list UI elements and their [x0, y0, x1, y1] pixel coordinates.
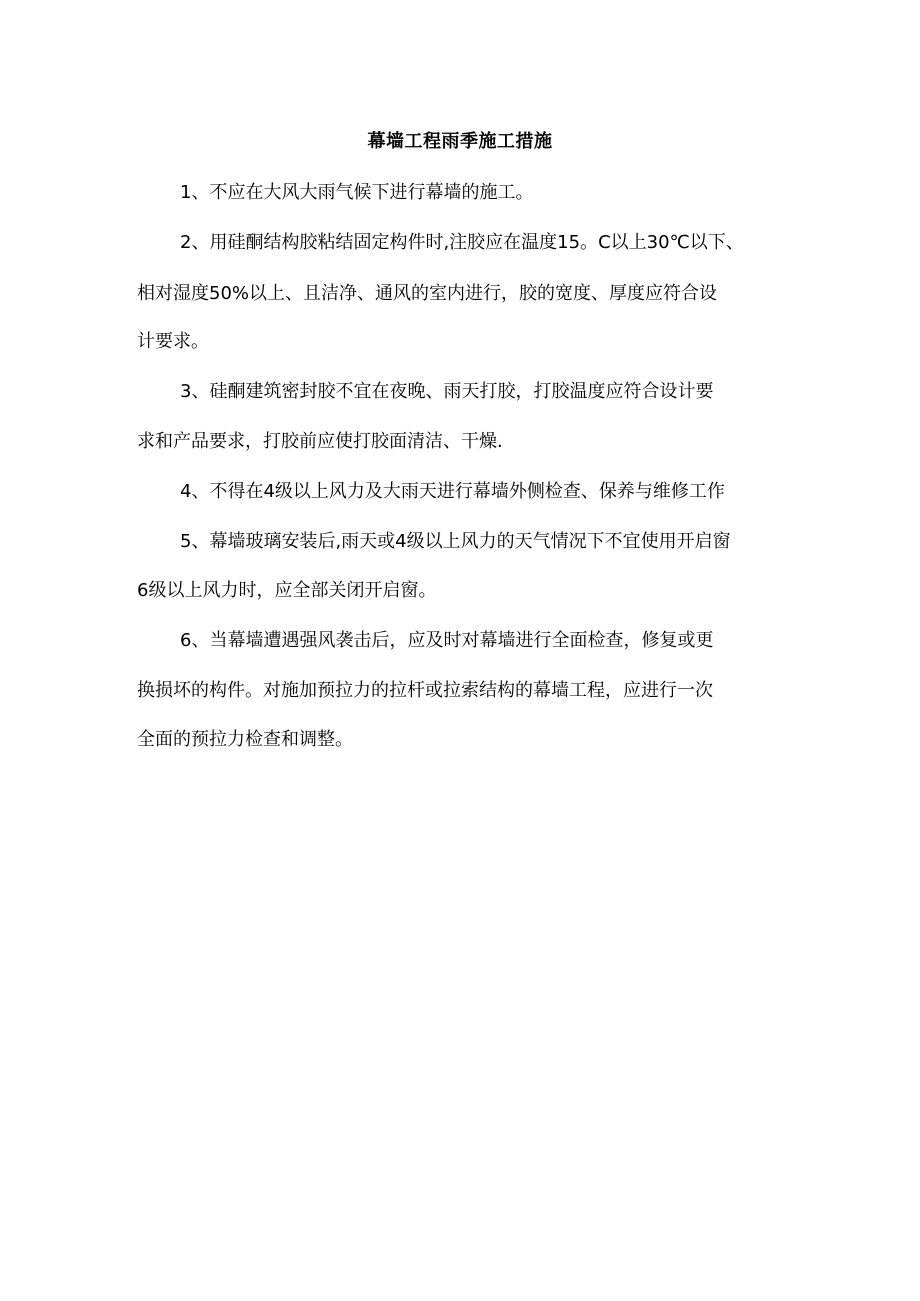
document-title: 幕墙工程雨季施工措施	[367, 131, 553, 152]
paragraph-6-line-3: 全面的预拉力检查和调整。	[137, 729, 353, 750]
paragraph-4-line-1: 4、不得在4级以上风力及大雨天进行幕墙外侧检查、保养与维修工作	[180, 481, 725, 502]
paragraph-5-line-2: 6级以上风力时，应全部关闭开启窗。	[137, 580, 437, 601]
paragraph-5-line-1: 5、幕墙玻璃安装后,雨天或4级以上风力的天气情况下不宜使用开启窗	[180, 531, 731, 552]
paragraph-6-line-1: 6、当幕墙遭遇强风袭击后，应及时对幕墙进行全面检查，修复或更	[180, 630, 714, 651]
paragraph-6-line-2: 换损坏的构件。对施加预拉力的拉杆或拉索结构的幕墙工程，应进行一次	[137, 680, 713, 701]
paragraph-3-line-1: 3、硅酮建筑密封胶不宜在夜晚、雨天打胶，打胶温度应符合设计要	[180, 381, 714, 402]
paragraph-2-line-2: 相对湿度50%以上、且洁净、通风的室内进行，胶的宽度、厚度应符合设	[137, 283, 718, 304]
paragraph-3-line-2: 求和产品要求，打胶前应使打胶面清洁、干燥.	[137, 431, 503, 452]
paragraph-2-line-3: 计要求。	[137, 331, 209, 352]
paragraph-1-line-1: 1、不应在大风大雨气候下进行幕墙的施工。	[180, 182, 534, 203]
paragraph-2-line-1: 2、用硅酮结构胶粘结固定构件时,注胶应在温度15。C以上30℃以下、	[180, 232, 744, 253]
